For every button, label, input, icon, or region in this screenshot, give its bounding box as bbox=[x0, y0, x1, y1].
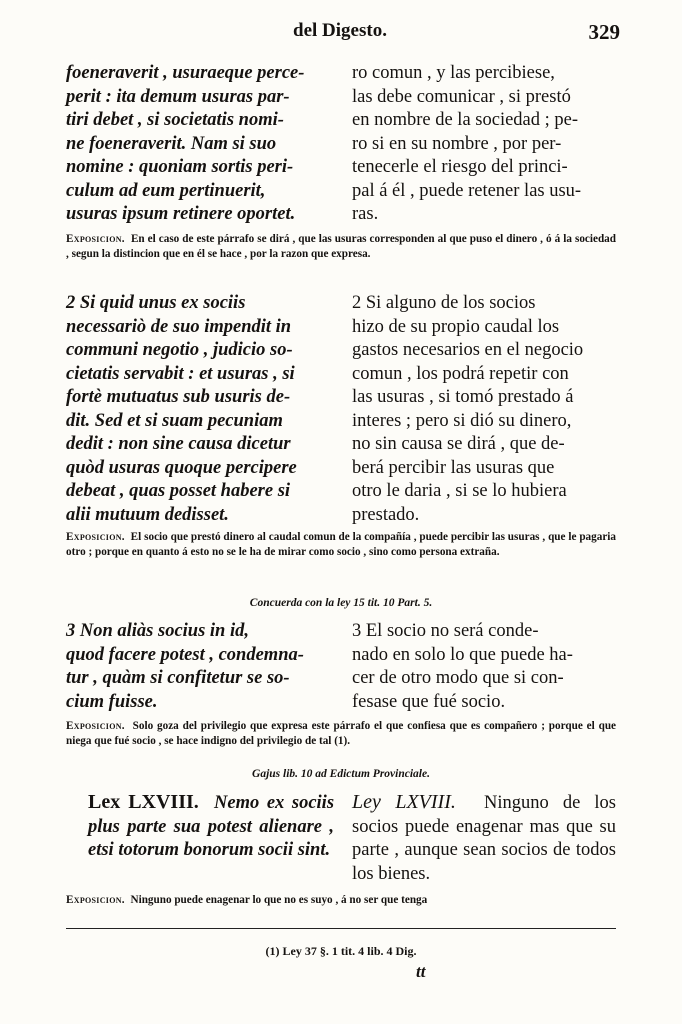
text-line: foeneraverit , usuraeque perce- bbox=[66, 63, 305, 83]
exposicion-text: En el caso de este párrafo se dirá , que las usuras corresponden al que puso el dinero , ó á la sociedad , segun la distincion que en él se hace , por la razon que expresa. bbox=[66, 233, 616, 260]
attribution-line: Gajus lib. 10 ad Edictum Provinciale. bbox=[252, 768, 430, 780]
section3-latin-column bbox=[66, 620, 334, 714]
section1-spanish-column bbox=[352, 62, 616, 227]
page-header bbox=[60, 20, 620, 50]
section3-spanish-column bbox=[352, 620, 616, 714]
text-line: ro si en su nombre , por per- bbox=[352, 133, 562, 154]
page-number: 329 bbox=[588, 20, 620, 44]
exposicion-text: El socio que prestó dinero al caudal comun de la compañía , puede percibir las usuras , que le pagaria otro ; porque en quanto á esto no se le ha de mirar como socio , sino como persona extraña. bbox=[66, 531, 616, 558]
lex68-spanish bbox=[352, 791, 616, 886]
running-title: del Digesto. bbox=[293, 20, 387, 41]
section1-latin-column bbox=[66, 62, 334, 227]
text-line: interes ; pero si dió su dinero, bbox=[352, 410, 572, 431]
text-line: nomine : quoniam sortis peri- bbox=[66, 157, 294, 177]
text-line: alii mutuum dedisset. bbox=[66, 504, 229, 525]
text-line: nado en solo lo que puede ha- bbox=[352, 644, 573, 665]
lex-text: Nemo ex sociis plus parte sua potest alienare , etsi totorum bonorum socii sint. bbox=[88, 793, 335, 860]
text-line: dit. Sed et si suam pecuniam bbox=[66, 410, 283, 431]
text-line: fortè mutuatus sub usuris de- bbox=[66, 387, 291, 407]
text-line: tenecerle el riesgo del princi- bbox=[352, 157, 568, 177]
footnote-rule bbox=[66, 928, 616, 929]
text-line: 3 El socio no será conde- bbox=[352, 621, 539, 641]
text-line: ras. bbox=[352, 204, 379, 224]
text-line: cietatis servabit : et usuras , si bbox=[66, 363, 295, 384]
text-line: hizo de su propio caudal los bbox=[352, 316, 560, 337]
exposicion-text: Solo goza del privilegio que expresa este párrafo el que confiesa que es compañero ; porque el que niega que fué socio , se hace indigno del privilegio de tal (1). bbox=[66, 720, 617, 747]
text-line: otro le daria , si se lo hubiera bbox=[352, 481, 567, 501]
text-line: perit : ita demum usuras par- bbox=[66, 86, 290, 107]
text-line: 3 Non aliàs socius in id, bbox=[66, 621, 249, 641]
text-line: dedit : non sine causa dicetur bbox=[66, 434, 291, 454]
section2-latin-column bbox=[66, 292, 334, 527]
text-line: las debe comunicar , si prestó bbox=[352, 86, 571, 107]
footnote: (1) Ley 37 §. 1 tit. 4 lib. 4 Dig. bbox=[265, 944, 417, 958]
exposicion-label: Exposicion. bbox=[66, 233, 125, 245]
text-line: ro comun , y las percibiese, bbox=[352, 63, 555, 83]
text-line: 2 Si alguno de los socios bbox=[352, 293, 536, 313]
section1-exposicion bbox=[66, 232, 616, 261]
text-line: communi negotio , judicio so- bbox=[66, 340, 293, 360]
text-line: berá percibir las usuras que bbox=[352, 457, 555, 478]
text-line: en nombre de la sociedad ; pe- bbox=[352, 110, 579, 130]
lex68-exposicion bbox=[66, 893, 616, 908]
text-line: prestado. bbox=[352, 504, 420, 525]
text-line: quod facere potest , condemna- bbox=[66, 644, 304, 665]
text-line: ne foeneraverit. Nam si suo bbox=[66, 133, 277, 154]
section2-spanish-column bbox=[352, 292, 616, 527]
section3-exposicion bbox=[66, 719, 616, 748]
text-line: debeat , quas posset habere si bbox=[66, 481, 291, 501]
text-line: gastos necesarios en el negocio bbox=[352, 340, 584, 360]
text-line: comun , los podrá repetir con bbox=[352, 363, 569, 384]
text-line: cium fuisse. bbox=[66, 691, 158, 712]
exposicion-label: Exposicion. bbox=[66, 894, 125, 906]
text-line: quòd usuras quoque percipere bbox=[66, 457, 297, 478]
exposicion-text: Ninguno puede enagenar lo que no es suyo , á no ser que tenga bbox=[130, 894, 428, 906]
text-line: usuras ipsum retinere oportet. bbox=[66, 204, 296, 224]
section2-exposicion bbox=[66, 530, 616, 559]
text-line: no sin causa se dirá , que de- bbox=[352, 434, 565, 454]
signature-mark: tt bbox=[416, 962, 426, 981]
text-line: pal á él , puede retener las usu- bbox=[352, 180, 582, 201]
text-line: fesase que fué socio. bbox=[352, 691, 506, 712]
ley-heading: Ley LXVIII. bbox=[352, 791, 456, 813]
lex-heading: Lex LXVIII. bbox=[88, 791, 199, 813]
text-line: tur , quàm si confitetur se so- bbox=[66, 668, 290, 688]
exposicion-label: Exposicion. bbox=[66, 720, 125, 732]
text-line: cer de otro modo que si con- bbox=[352, 668, 564, 688]
text-line: tiri debet , si societatis nomi- bbox=[66, 110, 284, 130]
text-line: necessariò de suo impendit in bbox=[66, 316, 292, 337]
text-line: 2 Si quid unus ex sociis bbox=[66, 293, 246, 313]
concordance-note: Concuerda con la ley 15 tit. 10 Part. 5. bbox=[249, 597, 433, 609]
exposicion-label: Exposicion. bbox=[66, 531, 125, 543]
text-line: las usuras , si tomó prestado á bbox=[352, 387, 574, 407]
ley-text: Ninguno de los socios puede enagenar mas que su parte , aunque sean socios de todos los bienes. bbox=[352, 793, 616, 884]
text-line: culum ad eum pertinuerit, bbox=[66, 180, 266, 201]
lex68-latin bbox=[88, 791, 334, 863]
